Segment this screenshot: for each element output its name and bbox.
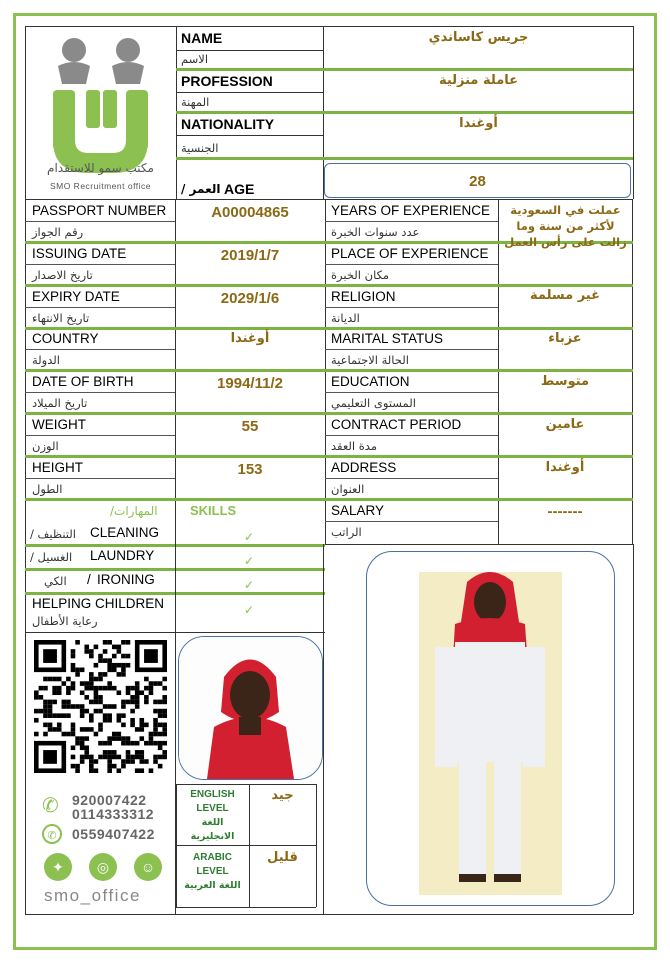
marital-label-en: MARITAL STATUS: [331, 331, 444, 346]
skill-cleaning-check-icon: ✓: [244, 530, 255, 544]
english-label-en-1: ENGLISH: [190, 789, 235, 800]
place-label-en: PLACE OF EXPERIENCE: [331, 246, 489, 261]
nationality-value: أوغندا: [459, 116, 498, 131]
contract-value: عامين: [545, 417, 585, 432]
religion-label-ar: الديانة: [331, 311, 360, 325]
issuing-value: 2019/1/7: [220, 247, 280, 264]
weight-label-ar: الوزن: [32, 439, 59, 453]
name-label-ar: الاسم: [181, 52, 209, 66]
experience-note-line-3: زالت على رأس العمل: [504, 235, 627, 249]
dob-value: 1994/11/2: [217, 375, 283, 392]
experience-note-line-2: لأكثر من سنة وما: [516, 219, 615, 233]
expiry-label-ar: تاريخ الانتهاء: [32, 311, 90, 325]
expiry-value: 2029/1/6: [220, 290, 280, 307]
name-label-en: NAME: [181, 30, 223, 46]
social-handle: smo_office: [44, 886, 141, 905]
skill-laundry-check-icon: ✓: [244, 554, 255, 568]
experience-label-en: YEARS OF EXPERIENCE: [331, 203, 491, 218]
small-portrait-icon: [179, 637, 322, 779]
logo-mark-icon: [28, 28, 173, 178]
height-label-ar: الطول: [32, 482, 63, 496]
skill-cleaning-en: CLEANING: [90, 525, 160, 540]
contract-label-ar: مدة العقد: [331, 439, 377, 453]
weight-label-en: WEIGHT: [32, 417, 86, 432]
snapchat-icon[interactable]: ☺: [134, 853, 162, 881]
passport-value: A00004865: [211, 204, 289, 221]
english-label-ar-2: الانجليزية: [190, 831, 235, 842]
phone-icon: ✆: [42, 795, 59, 817]
skill-laundry-ar: الغسيل /: [30, 550, 73, 564]
whatsapp-number: 0559407422: [72, 826, 155, 842]
small-photo: [178, 636, 323, 780]
skill-children-en: HELPING CHILDREN: [32, 596, 165, 611]
skill-ironing-check-icon: ✓: [244, 578, 255, 592]
marital-label-ar: الحالة الاجتماعية: [331, 353, 409, 367]
age-value: 28: [469, 173, 486, 190]
instagram-icon[interactable]: ◎: [89, 853, 117, 881]
full-photo: [366, 551, 615, 906]
salary-label-ar: الراتب: [331, 525, 362, 539]
contract-label-en: CONTRACT PERIOD: [331, 417, 462, 432]
dob-label-en: DATE OF BIRTH: [32, 374, 134, 389]
skill-children-ar: رعاية الأطفال: [32, 614, 98, 628]
age-label-ar: العمر /: [181, 182, 221, 196]
logo-brand-ar: مكتب سمو للاستقدام: [47, 161, 154, 175]
height-value: 153: [237, 461, 263, 478]
skill-ironing-en: IRONING: [97, 572, 155, 587]
nationality-label-en: NATIONALITY: [181, 116, 275, 132]
passport-label-en: PASSPORT NUMBER: [32, 203, 167, 218]
passport-label-ar: رقم الجواز: [32, 225, 84, 239]
phone1: 920007422: [72, 792, 147, 808]
education-label-en: EDUCATION: [331, 374, 410, 389]
address-label-ar: العنوان: [331, 482, 365, 496]
issuing-label-en: ISSUING DATE: [32, 246, 127, 261]
english-label-ar-1: اللغة: [201, 817, 224, 828]
address-label-en: ADDRESS: [331, 460, 397, 475]
skill-laundry-en: LAUNDRY: [90, 548, 155, 563]
dob-label-ar: تاريخ الميلاد: [32, 396, 88, 410]
skills-header-en: SKILLS: [190, 503, 237, 518]
place-label-ar: مكان الخبرة: [331, 268, 390, 282]
religion-label-en: RELIGION: [331, 289, 396, 304]
english-level-value: جيد: [271, 788, 294, 803]
height-label-en: HEIGHT: [32, 460, 84, 475]
arabic-label-en-2: LEVEL: [196, 866, 229, 877]
logo-brand-en: SMO Recruitment office: [49, 181, 152, 191]
skills-header-ar: /المهارات: [110, 504, 158, 518]
whatsapp-icon: ✆: [42, 824, 62, 844]
weight-value: 55: [241, 418, 259, 435]
experience-note-line-1: عملت في السعودية: [510, 203, 621, 217]
arabic-label-ar-1: اللغة العربية: [184, 880, 241, 891]
skill-cleaning-ar: التنظيف /: [30, 527, 76, 541]
education-label-ar: المستوى التعليمي: [331, 396, 416, 410]
full-portrait-icon: [367, 552, 614, 905]
age-label-en: AGE: [224, 181, 255, 197]
qr-code: [34, 640, 167, 773]
qr-code-icon: [34, 640, 167, 773]
twitter-icon[interactable]: ✦: [44, 853, 72, 881]
profession-label-ar: المهنة: [181, 95, 210, 109]
religion-value: غير مسلمة: [530, 288, 600, 303]
marital-value: عزباء: [548, 331, 582, 346]
arabic-label-en-1: ARABIC: [193, 852, 232, 863]
expiry-label-en: EXPIRY DATE: [32, 289, 120, 304]
issuing-label-ar: تاريخ الاصدار: [32, 268, 93, 282]
country-label-en: COUNTRY: [32, 331, 99, 346]
nationality-label-ar: الجنسية: [181, 141, 219, 155]
arabic-level-value: قليل: [267, 850, 298, 865]
address-value: أوغندا: [545, 460, 585, 475]
profession-label-en: PROFESSION: [181, 73, 273, 89]
experience-label-ar: عدد سنوات الخبرة: [331, 225, 420, 239]
phone2: 0114333312: [72, 806, 155, 822]
logo: [28, 28, 173, 198]
skill-ironing-sep: /: [87, 572, 91, 587]
skill-children-check-icon: ✓: [244, 603, 255, 617]
salary-value: -------: [547, 503, 583, 520]
experience-note: [499, 202, 632, 250]
salary-label-en: SALARY: [331, 503, 385, 518]
country-label-ar: الدولة: [32, 353, 60, 367]
education-value: متوسط: [540, 374, 590, 389]
country-value: أوغندا: [230, 331, 270, 346]
skill-ironing-ar: الكي: [44, 574, 67, 588]
profession-value: عاملة منزلية: [438, 73, 519, 88]
english-label-en-2: LEVEL: [196, 803, 229, 814]
name-value: جريس كاساندي: [428, 30, 529, 45]
